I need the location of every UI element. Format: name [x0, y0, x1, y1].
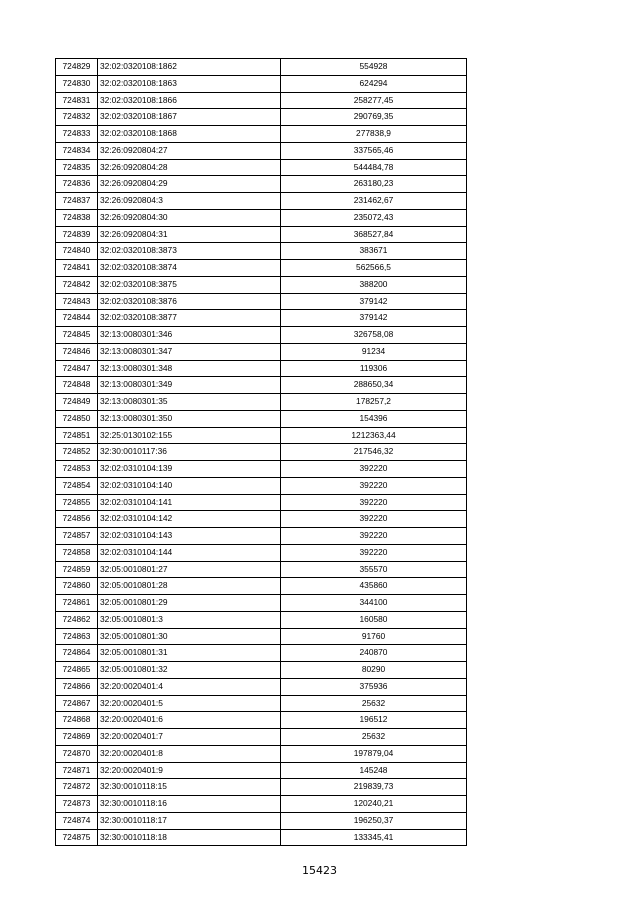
row-id-cell: 724849	[56, 394, 98, 411]
cadastral-number-cell: 32:20:0020401:9	[98, 762, 281, 779]
cadastral-number-cell: 32:02:0310104:143	[98, 528, 281, 545]
cadastral-number-cell: 32:20:0020401:7	[98, 729, 281, 746]
value-cell: 435860	[281, 578, 467, 595]
row-id-cell: 724843	[56, 293, 98, 310]
cadastral-number-cell: 32:30:0010118:15	[98, 779, 281, 796]
table-row	[56, 461, 467, 478]
cadastral-number-cell: 32:13:0080301:349	[98, 377, 281, 394]
row-id-cell: 724861	[56, 595, 98, 612]
table-row	[56, 645, 467, 662]
table-row	[56, 611, 467, 628]
cadastral-number-cell: 32:02:0310104:141	[98, 494, 281, 511]
data-table	[55, 58, 467, 846]
table-row	[56, 444, 467, 461]
cadastral-number-cell: 32:02:0320108:3873	[98, 243, 281, 260]
table-row	[56, 75, 467, 92]
table-row	[56, 142, 467, 159]
table-row	[56, 544, 467, 561]
cadastral-number-cell: 32:30:0010118:17	[98, 812, 281, 829]
row-id-cell: 724860	[56, 578, 98, 595]
cadastral-number-cell: 32:30:0010118:16	[98, 796, 281, 813]
row-id-cell: 724874	[56, 812, 98, 829]
table-row	[56, 159, 467, 176]
row-id-cell: 724853	[56, 461, 98, 478]
value-cell: 290769,35	[281, 109, 467, 126]
row-id-cell: 724838	[56, 209, 98, 226]
value-cell: 219839,73	[281, 779, 467, 796]
cadastral-number-cell: 32:02:0320108:1867	[98, 109, 281, 126]
row-id-cell: 724839	[56, 226, 98, 243]
row-id-cell: 724858	[56, 544, 98, 561]
cadastral-number-cell: 32:02:0310104:139	[98, 461, 281, 478]
table-row	[56, 276, 467, 293]
row-id-cell: 724848	[56, 377, 98, 394]
value-cell: 178257,2	[281, 394, 467, 411]
row-id-cell: 724855	[56, 494, 98, 511]
table-row	[56, 109, 467, 126]
table-row	[56, 528, 467, 545]
cadastral-number-cell: 32:30:0010118:18	[98, 829, 281, 846]
row-id-cell: 724846	[56, 343, 98, 360]
row-id-cell: 724872	[56, 779, 98, 796]
table-row	[56, 310, 467, 327]
row-id-cell: 724862	[56, 611, 98, 628]
table-row	[56, 678, 467, 695]
table-row	[56, 796, 467, 813]
value-cell: 258277,45	[281, 92, 467, 109]
value-cell: 368527,84	[281, 226, 467, 243]
table-row	[56, 477, 467, 494]
table-row	[56, 343, 467, 360]
cadastral-number-cell: 32:05:0010801:29	[98, 595, 281, 612]
row-id-cell: 724834	[56, 142, 98, 159]
value-cell: 160580	[281, 611, 467, 628]
cadastral-number-cell: 32:02:0310104:140	[98, 477, 281, 494]
table-row	[56, 729, 467, 746]
cadastral-number-cell: 32:13:0080301:35	[98, 394, 281, 411]
value-cell: 562566,5	[281, 260, 467, 277]
table-row	[56, 394, 467, 411]
table-row	[56, 176, 467, 193]
cadastral-number-cell: 32:05:0010801:27	[98, 561, 281, 578]
cadastral-number-cell: 32:20:0020401:6	[98, 712, 281, 729]
cadastral-number-cell: 32:13:0080301:346	[98, 327, 281, 344]
row-id-cell: 724836	[56, 176, 98, 193]
value-cell: 544484,78	[281, 159, 467, 176]
value-cell: 240870	[281, 645, 467, 662]
table-row	[56, 226, 467, 243]
row-id-cell: 724829	[56, 59, 98, 76]
cadastral-number-cell: 32:20:0020401:5	[98, 695, 281, 712]
table-row	[56, 829, 467, 846]
table-row	[56, 561, 467, 578]
row-id-cell: 724866	[56, 678, 98, 695]
value-cell: 288650,34	[281, 377, 467, 394]
value-cell: 392220	[281, 528, 467, 545]
cadastral-number-cell: 32:02:0320108:1866	[98, 92, 281, 109]
value-cell: 145248	[281, 762, 467, 779]
table-row	[56, 193, 467, 210]
table-row	[56, 812, 467, 829]
cadastral-number-cell: 32:02:0320108:1862	[98, 59, 281, 76]
table-row	[56, 360, 467, 377]
table-row	[56, 59, 467, 76]
row-id-cell: 724833	[56, 126, 98, 143]
row-id-cell: 724840	[56, 243, 98, 260]
value-cell: 120240,21	[281, 796, 467, 813]
value-cell: 392220	[281, 477, 467, 494]
row-id-cell: 724873	[56, 796, 98, 813]
value-cell: 392220	[281, 461, 467, 478]
value-cell: 217546,32	[281, 444, 467, 461]
cadastral-number-cell: 32:26:0920804:30	[98, 209, 281, 226]
value-cell: 388200	[281, 276, 467, 293]
table-body	[56, 59, 467, 846]
value-cell: 383671	[281, 243, 467, 260]
value-cell: 80290	[281, 662, 467, 679]
table-row	[56, 712, 467, 729]
value-cell: 1212363,44	[281, 427, 467, 444]
value-cell: 375936	[281, 678, 467, 695]
table-row	[56, 662, 467, 679]
table-row	[56, 628, 467, 645]
value-cell: 235072,43	[281, 209, 467, 226]
value-cell: 337565,46	[281, 142, 467, 159]
row-id-cell: 724854	[56, 477, 98, 494]
table-row	[56, 762, 467, 779]
cadastral-number-cell: 32:26:0920804:3	[98, 193, 281, 210]
cadastral-number-cell: 32:05:0010801:30	[98, 628, 281, 645]
row-id-cell: 724844	[56, 310, 98, 327]
row-id-cell: 724851	[56, 427, 98, 444]
value-cell: 392220	[281, 494, 467, 511]
value-cell: 196250,37	[281, 812, 467, 829]
value-cell: 355570	[281, 561, 467, 578]
table-row	[56, 377, 467, 394]
value-cell: 624294	[281, 75, 467, 92]
cadastral-number-cell: 32:25:0130102:155	[98, 427, 281, 444]
cadastral-number-cell: 32:05:0010801:28	[98, 578, 281, 595]
cadastral-number-cell: 32:30:0010117:36	[98, 444, 281, 461]
cadastral-number-cell: 32:02:0320108:3875	[98, 276, 281, 293]
row-id-cell: 724871	[56, 762, 98, 779]
cadastral-number-cell: 32:26:0920804:28	[98, 159, 281, 176]
cadastral-number-cell: 32:13:0080301:347	[98, 343, 281, 360]
cadastral-number-cell: 32:13:0080301:350	[98, 410, 281, 427]
table-row	[56, 578, 467, 595]
row-id-cell: 724867	[56, 695, 98, 712]
row-id-cell: 724869	[56, 729, 98, 746]
row-id-cell: 724841	[56, 260, 98, 277]
value-cell: 91760	[281, 628, 467, 645]
row-id-cell: 724868	[56, 712, 98, 729]
table-row	[56, 209, 467, 226]
value-cell: 197879,04	[281, 745, 467, 762]
cadastral-number-cell: 32:26:0920804:27	[98, 142, 281, 159]
cadastral-number-cell: 32:20:0020401:4	[98, 678, 281, 695]
cadastral-number-cell: 32:02:0320108:1863	[98, 75, 281, 92]
table-row	[56, 260, 467, 277]
row-id-cell: 724845	[56, 327, 98, 344]
row-id-cell: 724831	[56, 92, 98, 109]
cadastral-number-cell: 32:05:0010801:32	[98, 662, 281, 679]
table-row	[56, 695, 467, 712]
row-id-cell: 724850	[56, 410, 98, 427]
cadastral-number-cell: 32:05:0010801:31	[98, 645, 281, 662]
value-cell: 154396	[281, 410, 467, 427]
row-id-cell: 724857	[56, 528, 98, 545]
row-id-cell: 724870	[56, 745, 98, 762]
row-id-cell: 724875	[56, 829, 98, 846]
cadastral-number-cell: 32:02:0310104:144	[98, 544, 281, 561]
value-cell: 277838,9	[281, 126, 467, 143]
table-row	[56, 779, 467, 796]
value-cell: 25632	[281, 695, 467, 712]
value-cell: 119306	[281, 360, 467, 377]
row-id-cell: 724859	[56, 561, 98, 578]
table-row	[56, 494, 467, 511]
cadastral-number-cell: 32:02:0320108:3874	[98, 260, 281, 277]
table-row	[56, 745, 467, 762]
row-id-cell: 724856	[56, 511, 98, 528]
row-id-cell: 724847	[56, 360, 98, 377]
table-row	[56, 410, 467, 427]
row-id-cell: 724835	[56, 159, 98, 176]
cadastral-number-cell: 32:02:0310104:142	[98, 511, 281, 528]
value-cell: 196512	[281, 712, 467, 729]
value-cell: 392220	[281, 544, 467, 561]
page-number: 15423	[302, 864, 337, 877]
cadastral-number-cell: 32:26:0920804:31	[98, 226, 281, 243]
cadastral-number-cell: 32:05:0010801:3	[98, 611, 281, 628]
value-cell: 554928	[281, 59, 467, 76]
cadastral-number-cell: 32:02:0320108:1868	[98, 126, 281, 143]
row-id-cell: 724832	[56, 109, 98, 126]
value-cell: 379142	[281, 310, 467, 327]
table-row	[56, 595, 467, 612]
value-cell: 344100	[281, 595, 467, 612]
table-row	[56, 92, 467, 109]
value-cell: 133345,41	[281, 829, 467, 846]
value-cell: 263180,23	[281, 176, 467, 193]
row-id-cell: 724863	[56, 628, 98, 645]
table-row	[56, 293, 467, 310]
value-cell: 25632	[281, 729, 467, 746]
cadastral-number-cell: 32:02:0320108:3877	[98, 310, 281, 327]
table-row	[56, 327, 467, 344]
table-row	[56, 126, 467, 143]
row-id-cell: 724864	[56, 645, 98, 662]
row-id-cell: 724865	[56, 662, 98, 679]
table-row	[56, 427, 467, 444]
row-id-cell: 724852	[56, 444, 98, 461]
cadastral-number-cell: 32:13:0080301:348	[98, 360, 281, 377]
row-id-cell: 724842	[56, 276, 98, 293]
cadastral-number-cell: 32:02:0320108:3876	[98, 293, 281, 310]
value-cell: 326758,08	[281, 327, 467, 344]
row-id-cell: 724830	[56, 75, 98, 92]
table-row	[56, 511, 467, 528]
table-row	[56, 243, 467, 260]
cadastral-number-cell: 32:26:0920804:29	[98, 176, 281, 193]
value-cell: 231462,67	[281, 193, 467, 210]
row-id-cell: 724837	[56, 193, 98, 210]
cadastral-number-cell: 32:20:0020401:8	[98, 745, 281, 762]
value-cell: 392220	[281, 511, 467, 528]
value-cell: 91234	[281, 343, 467, 360]
value-cell: 379142	[281, 293, 467, 310]
